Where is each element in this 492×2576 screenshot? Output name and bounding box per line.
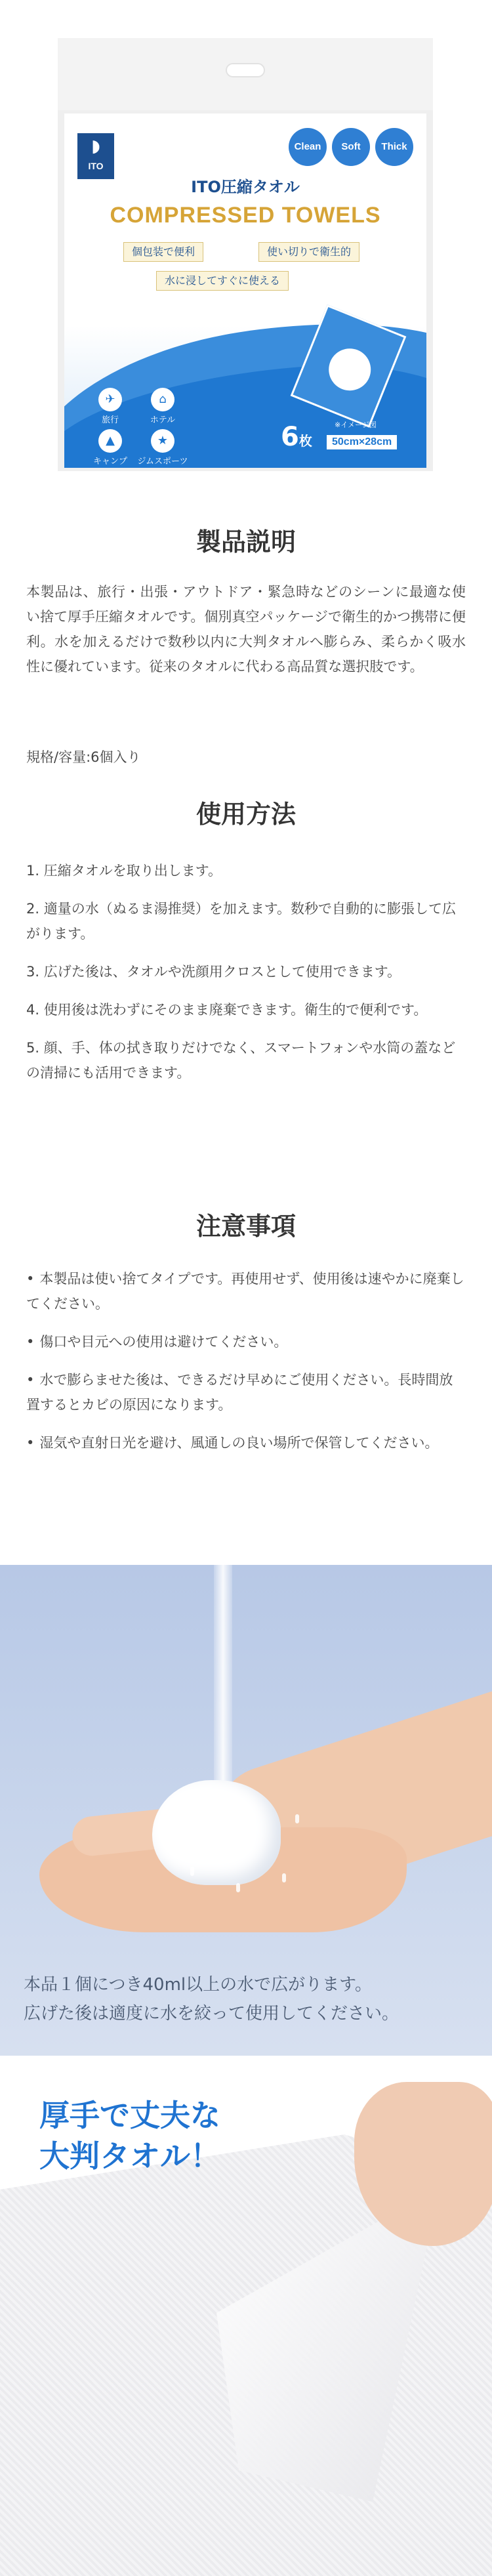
towel-count-number: 6 (281, 422, 299, 452)
caution-text: 本製品は使い捨てタイプです。再使用せず、使用後は速やかに廃棄してください。 (26, 1271, 464, 1312)
use-hotel (136, 388, 189, 425)
usage-step: 4. 使用後は洗わずにそのまま廃棄できます。衛生的で便利です。 (26, 1002, 428, 1018)
use-label: ジムスポーツ (137, 457, 188, 467)
caution-text: 湿気や直射日光を避け、風通しの良い場所で保管してください。 (39, 1435, 439, 1451)
usage-step: 1. 圧縮タオルを取り出します。 (26, 863, 222, 879)
product-package-image (0, 0, 492, 499)
use-case-icons (84, 388, 189, 467)
feature-badges (289, 128, 413, 166)
usage-step: 5. 顔、手、体の拭き取りだけでなく、スマートフォンや水筒の蓋などの清掃にも活用できます。 (26, 1040, 456, 1081)
water-drop (171, 1801, 174, 1810)
image-note: ※イメージ図 (335, 421, 377, 429)
package-bag-top (58, 38, 433, 110)
promo-line: 厚手で丈夫な (39, 2098, 220, 2133)
package-bag (58, 38, 433, 471)
description-title: 製品説明 (195, 528, 296, 556)
water-splash (164, 1775, 315, 1886)
use-travel (84, 388, 136, 425)
promo-line: 大判タオル！ (39, 2138, 220, 2174)
runner-icon: ★ (151, 429, 174, 453)
description-body: 本製品は、旅行・出張・アウトドア・緊急時などのシーンに最適な使い捨て厚手圧縮タオルです。個別真空パッケージで衛生的かつ携帯に便利。水を加えるだけで数秒以内に大判タオルへ膨らみ、柔らかく吸水性に優れています。従来のタオルに代わる高品質な選択肢です。 (26, 584, 466, 675)
use-label: ホテル (150, 415, 176, 425)
feature-tag: 使い切りで衛生的 (258, 242, 359, 262)
towel-count (281, 422, 312, 452)
brand-logo (77, 133, 114, 179)
large-towel-photo (0, 2056, 492, 2576)
caption-line: 広げた後は適度に水を絞って使用してください。 (24, 2004, 400, 2024)
use-camping (84, 429, 136, 467)
suitcase-icon: ✈ (98, 388, 122, 411)
water-drop (282, 1873, 286, 1882)
spec-text: 規格/容量:6個入り (26, 749, 141, 765)
use-label: キャンプ (92, 457, 127, 467)
caution-item (26, 1367, 466, 1417)
badge-soft: Soft (332, 128, 370, 166)
hang-hole (226, 63, 265, 77)
caution-text: 水で膨らませた後は、できるだけ早めにご使用ください。長時間放置するとカビの原因になります。 (26, 1372, 453, 1413)
compressed-towel-disc (323, 343, 377, 397)
use-label: 旅行 (101, 415, 119, 425)
brand-logo-text: ITO (88, 161, 104, 171)
usage-step: 2. 適量の水（ぬるま湯推奨）を加えます。数秒で自動的に膨張して広がります。 (26, 901, 457, 942)
tent-icon: ▲ (98, 429, 122, 453)
hotel-icon: ⌂ (151, 388, 174, 411)
water-drop (236, 1883, 240, 1892)
badge-clean: Clean (289, 128, 327, 166)
caution-item (26, 1430, 466, 1455)
usage-step: 3. 広げた後は、タオルや洗顔用クロスとして使用できます。 (26, 964, 401, 980)
water-drop (295, 1814, 299, 1823)
caution-list (26, 1266, 466, 1468)
promo-headline (39, 2095, 220, 2176)
brand-logo-icon: ◗ (91, 136, 100, 156)
water-drop (190, 1867, 194, 1876)
caution-item (26, 1266, 466, 1316)
usage-title: 使用方法 (195, 800, 296, 829)
towel-size: 50cm×28cm (327, 435, 397, 449)
caption-line: 本品１個につき40ml以上の水で広がります。 (24, 1975, 373, 1995)
package-title-jp: ITO圧縮タオル (191, 178, 300, 196)
caution-text: 傷口や目元への使用は避けてください。 (39, 1334, 288, 1350)
feature-tag: 水に浸してすぐに使える (156, 271, 289, 291)
expanding-towel-photo (0, 1565, 492, 2056)
caution-item (26, 1329, 466, 1354)
badge-thick: Thick (375, 128, 413, 166)
photo-caption (24, 1970, 399, 2028)
usage-steps (26, 858, 466, 1098)
water-stream (214, 1565, 232, 1781)
towel-count-unit: 枚 (298, 433, 312, 449)
package-label (64, 114, 426, 468)
feature-tag: 個包装で便利 (123, 242, 203, 262)
use-gym (136, 429, 189, 467)
cautions-title: 注意事項 (195, 1212, 296, 1241)
package-title-en: COMPRESSED TOWELS (110, 203, 381, 228)
